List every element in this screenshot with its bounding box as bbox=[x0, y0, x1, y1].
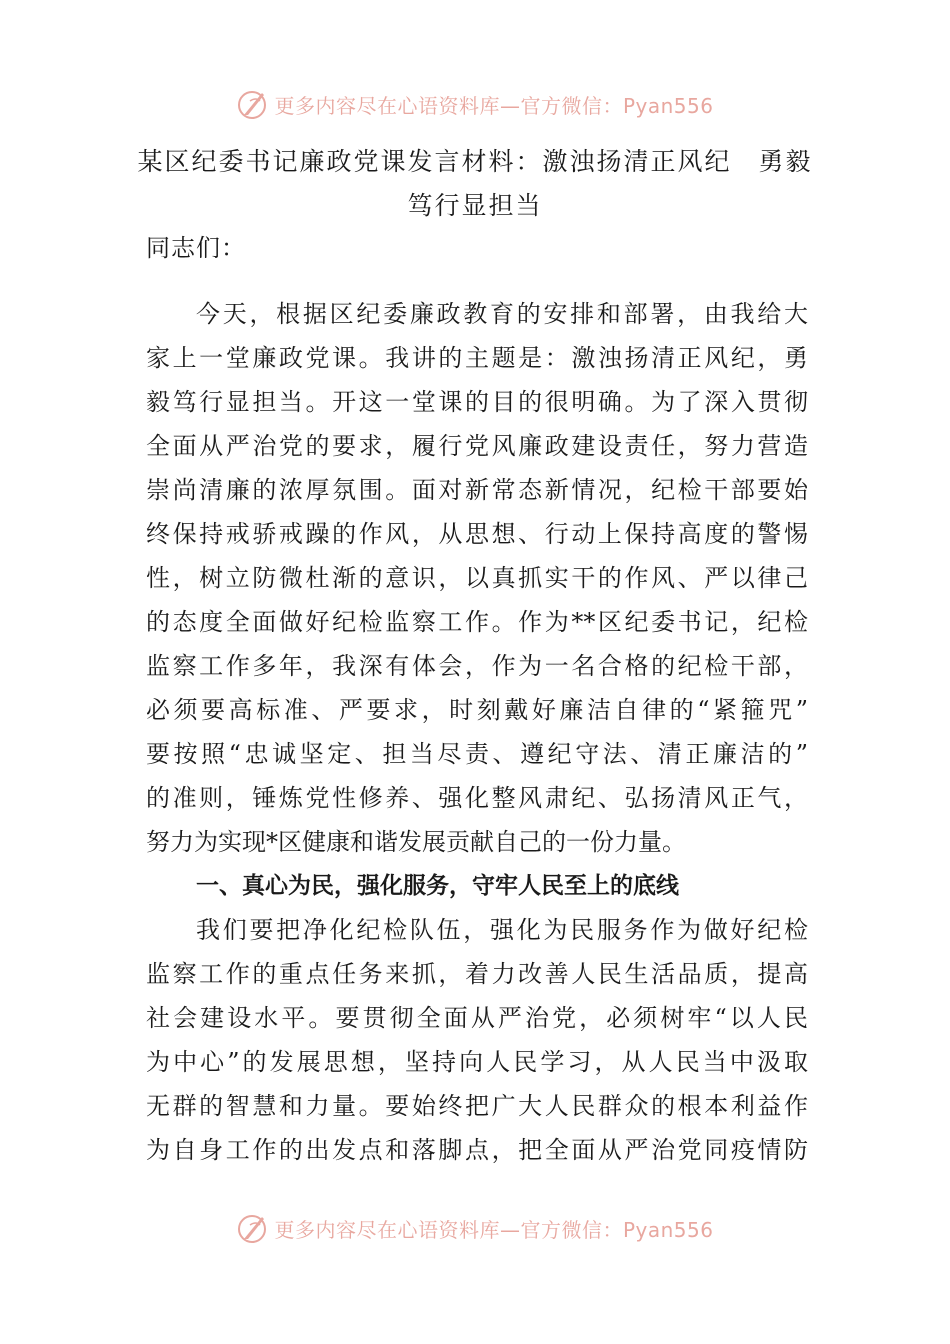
salutation: 同志们： bbox=[146, 234, 246, 262]
watermark-bottom bbox=[0, 1208, 950, 1248]
title-line-1: 某区纪委书记廉政党课发言材料：激浊扬清正风纪 勇毅 bbox=[137, 147, 813, 176]
paragraph-line: 监察工作的重点任务来抓，着力改善人民生活品质，提高 bbox=[146, 960, 808, 988]
paragraph-line: 为中心”的发展思想，坚持向人民学习，从人民当中汲取 bbox=[146, 1048, 808, 1076]
paragraph-line: 的准则，锤炼党性修养、强化整风肃纪、弘扬清风正气， bbox=[146, 784, 808, 812]
paragraph-line: 家上一堂廉政党课。我讲的主题是：激浊扬清正风纪，勇 bbox=[146, 344, 808, 372]
section-heading: 一、真心为民，强化服务，守牢人民至上的底线 bbox=[196, 873, 679, 899]
paragraph-line: 崇尚清廉的浓厚氛围。面对新常态新情况，纪检干部要始 bbox=[146, 476, 808, 504]
paragraph-line: 性，树立防微杜渐的意识，以真抓实干的作风、严以律己 bbox=[146, 564, 808, 592]
paragraph-line: 毅笃行显担当。开这一堂课的目的很明确。为了深入贯彻 bbox=[146, 388, 808, 416]
paragraph-line: 为自身工作的出发点和落脚点，把全面从严治党同疫情防 bbox=[146, 1136, 808, 1164]
watermark-text: 更多内容尽在心语资料库—官方微信：Pyan556 bbox=[274, 1217, 714, 1242]
paragraph-line: 无群的智慧和力量。要始终把广大人民群众的根本利益作 bbox=[146, 1092, 808, 1120]
quill-logo-icon bbox=[236, 87, 270, 121]
watermark-text: 更多内容尽在心语资料库—官方微信：Pyan556 bbox=[274, 93, 714, 118]
quill-logo-icon bbox=[236, 1211, 270, 1245]
paragraph-line: 要按照“忠诚坚定、担当尽责、遵纪守法、清正廉洁的” bbox=[146, 740, 808, 768]
paragraph-line: 今天，根据区纪委廉政教育的安排和部署，由我给大 bbox=[196, 300, 808, 328]
paragraph-line: 监察工作多年，我深有体会，作为一名合格的纪检干部， bbox=[146, 652, 808, 680]
paragraph-line: 努力为实现*区健康和谐发展贡献自己的一份力量。 bbox=[146, 828, 686, 856]
paragraph-line: 必须要高标准、严要求，时刻戴好廉洁自律的“紧箍咒” bbox=[146, 696, 808, 724]
watermark-top bbox=[0, 84, 950, 124]
title-line-2: 笃行显担当 bbox=[407, 191, 543, 220]
paragraph-line: 社会建设水平。要贯彻全面从严治党，必须树牢“以人民 bbox=[146, 1004, 808, 1032]
paragraph-line: 终保持戒骄戒躁的作风，从思想、行动上保持高度的警惕 bbox=[146, 520, 808, 548]
paragraph-line: 我们要把净化纪检队伍，强化为民服务作为做好纪检 bbox=[196, 916, 808, 944]
paragraph-line: 的态度全面做好纪检监察工作。作为**区纪委书记，纪检 bbox=[146, 608, 808, 636]
document-title bbox=[0, 140, 950, 228]
paragraph-line: 全面从严治党的要求，履行党风廉政建设责任，努力营造 bbox=[146, 432, 808, 460]
document-body bbox=[146, 292, 808, 1172]
